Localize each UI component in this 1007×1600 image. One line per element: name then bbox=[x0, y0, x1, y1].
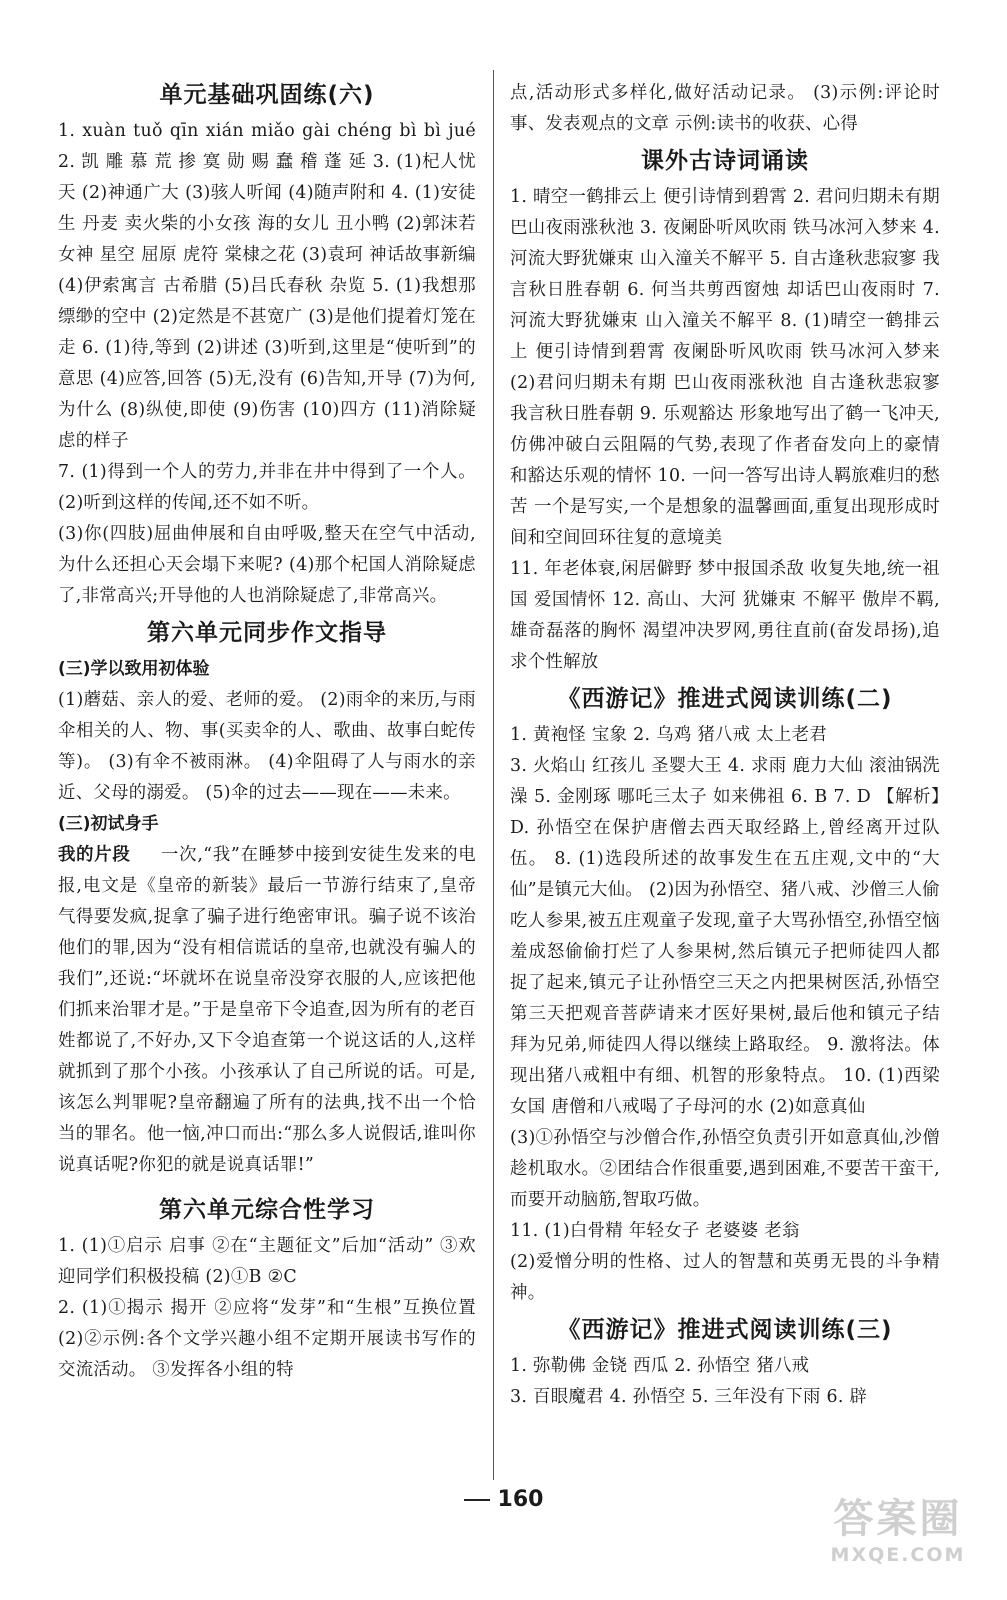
answer-paragraph: 11. (1)白骨精 年轻女子 老婆婆 老翁 bbox=[510, 1221, 800, 1241]
page-number-text: 160 bbox=[497, 1487, 544, 1512]
answer-paragraph: 2. (1)①揭示 揭开 ②应将“发芽”和“生根”互换位置 (2)②示例:各个文学兴趣小组不定期开展读书写作的交流活动。 ③发挥各小组的特 bbox=[58, 1298, 476, 1380]
page-number-dash bbox=[464, 1499, 490, 1501]
watermark bbox=[813, 1494, 983, 1582]
left-column bbox=[58, 74, 476, 1386]
answer-paragraph: 7. (1)得到一个人的劳力,并非在井中得到了一个人。 (2)听到这样的传闻,还不如不听。 bbox=[58, 462, 476, 513]
answer-paragraph: (3)①孙悟空与沙僧合作,孙悟空负责引开如意真仙,沙僧趁机取水。②团结合作很重要,遇到困难,不要苦干蛮干,而要开动脑筋,智取巧做。 bbox=[510, 1128, 940, 1210]
watermark-url: MXQE.COM bbox=[830, 1544, 966, 1566]
section-title-unit-basics: 单元基础巩固练(六) bbox=[159, 82, 375, 108]
answer-paragraph: 1. 晴空一鹤排云上 便引诗情到碧霄 2. 君问归期未有期 巴山夜雨涨秋池 3. 夜阑卧听风吹雨 铁马冰河入梦来 4. 河流大野犹嫌束 山入潼关不解平 5. 自古逢秋悲寂寥 我言秋日胜春朝 6. 何当共剪西窗烛 却话巴山夜雨时 7. 河流大野犹嫌束 山入潼关不解平 8. (1)晴空一鹤排云上 便引诗情到碧霄 夜阑卧听风吹雨 铁马冰河入梦来 (2)君问归期未有期 巴山夜雨涨秋池 自古逢秋悲寂寥 我言秋日胜春朝 9. 乐观豁达 形象地写出了鹤一飞冲天,仿佛冲破白云阻隔的气势,表现了作者奋发向上的豪情和豁达乐观的情怀 10. 一问一答写出诗人羁旅难归的愁苦 一个是写实,一个是想象的温馨画面,重复出现形成时间和空间回环往复的意境美 bbox=[510, 187, 940, 548]
fragment-label: 我的片段 bbox=[58, 845, 131, 865]
answer-paragraph: (1)蘑菇、亲人的爱、老师的爱。 (2)雨伞的来历,与雨伞相关的人、物、事(买卖伞的人、歌曲、故事白蛇传等)。 (3)有伞不被雨淋。 (4)伞阻碍了人与雨水的亲近、父母的溺爱。 (5)伞的过去——现在——未来。 bbox=[58, 690, 476, 803]
fragment-text: 一次,“我”在睡梦中接到安徒生发来的电报,电文是《皇帝的新装》最后一节游行结束了,皇帝气得要发疯,捉拿了骗子进行绝密审讯。骗子说不该治他们的罪,因为“没有相信谎话的皇帝,也就没有骗人的我们”,还说:“坏就坏在说皇帝没穿衣服的人,应该把他们抓来治罪才是。”于是皇帝下令追查,因为所有的老百姓都说了,不好办,又下令追查第一个说这话的人,这样就抓到了那个小孩。小孩承认了自己所说的话。可是,该怎么判罪呢?皇帝翻遍了所有的法典,找不出一个恰当的罪名。他一恼,冲口而出:“那么多人说假话,谁叫你说真话呢?你犯的就是说真话罪!” bbox=[58, 845, 476, 1175]
answer-paragraph: (3)你(四肢)屈曲伸展和自由呼吸,整天在空气中活动,为什么还担心天会塌下来呢? (4)那个杞国人消除疑虑了,非常高兴;开导他的人也消除疑虑了,非常高兴。 bbox=[58, 524, 476, 606]
answer-paragraph: 3. 火焰山 红孩儿 圣婴大王 4. 求雨 鹿力大仙 滚油锅洗澡 5. 金刚琢 哪吒三太子 如来佛祖 6. B 7. D 【解析】D. 孙悟空在保护唐僧去西天取经路上,曾经离开过队伍。 8. (1)选段所述的故事发生在五庄观,文中的“大仙”是镇元大仙。 (2)因为孙悟空、猪八戒、沙僧三人偷吃人参果,被五庄观童子发现,童子大骂孙悟空,孙悟空恼羞成怒偷偷打烂了人参果树,然后镇元子把师徒四人都捉了起来,镇元子让孙悟空三天之内把果树医活,孙悟空第三天把观音菩萨请来才医好果树,最后他和镇元子结拜为兄弟,师徒四人得以继续上路取经。 9. 激将法。体现出猪八戒粗中有细、机智的形象特点。 10. (1)西梁女国 唐僧和八戒喝了子母河的水 (2)如意真仙 bbox=[510, 756, 940, 1117]
subsection-title: (三)学以致用初体验 bbox=[58, 659, 210, 679]
subsection-title: (三)初试身手 bbox=[58, 814, 159, 834]
answer-paragraph: 1. (1)①启示 启事 ②在“主题征文”后加“活动” ③欢迎同学们积极投稿 (2)①B ②C bbox=[58, 1236, 476, 1287]
answer-paragraph: 1. 弥勒佛 金铙 西瓜 2. 孙悟空 猪八戒 bbox=[510, 1356, 810, 1376]
answer-paragraph: 1. xuàn tuǒ qīn xián miǎo gài chéng bì bì jué 2. 凯 雕 慕 荒 掺 寞 勋 赐 蠢 稽 蓬 延 3. (1)杞人忧天 (2)神通广大 (3)骇人听闻 (4)随声附和 4. (1)安徒生 丹麦 卖火柴的小女孩 海的女儿 丑小鸭 (2)郭沫若 女神 星空 屈原 虎符 棠棣之花 (3)袁珂 神话故事新编 (4)伊索寓言 古希腊 (5)吕氏春秋 杂览 5. (1)我想那缥缈的空中 (2)定然是不甚宽广 (3)是他们提着灯笼在走 6. (1)待,等到 (2)讲述 (3)听到,这里是“使听到”的意思 (4)应答,回答 (5)无,没有 (6)告知,开导 (7)为何,为什么 (8)纵使,即使 (9)伤害 (10)四方 (11)消除疑虑的样子 bbox=[58, 121, 476, 451]
section-title-classical-poetry: 课外古诗词诵读 bbox=[641, 148, 809, 174]
column-divider bbox=[493, 70, 494, 1480]
right-column bbox=[510, 78, 940, 1413]
section-title-comprehensive-study: 第六单元综合性学习 bbox=[159, 1197, 375, 1223]
section-title-journey-west-2: 《西游记》推进式阅读训练(二) bbox=[557, 686, 893, 712]
answer-paragraph: 点,活动形式多样化,做好活动记录。 (3)示例:评论时事、发表观点的文章 示例:读书的收获、心得 bbox=[510, 83, 940, 134]
answer-paragraph bbox=[58, 840, 476, 1181]
answer-paragraph: (2)爱憎分明的性格、过人的智慧和英勇无畏的斗争精神。 bbox=[510, 1252, 940, 1303]
watermark-logo: 答案圈 bbox=[833, 1496, 963, 1542]
section-title-journey-west-3: 《西游记》推进式阅读训练(三) bbox=[557, 1317, 893, 1343]
answer-paragraph: 11. 年老体衰,闲居僻野 梦中报国杀敌 收复失地,统一祖国 爱国情怀 12. 高山、大河 犹嫌束 不解平 傲岸不羁,雄奇磊落的胸怀 渴望冲决罗网,勇往直前(奋发昂扬),追求个性解放 bbox=[510, 559, 940, 672]
answer-paragraph: 1. 黄袍怪 宝象 2. 乌鸡 猪八戒 太上老君 bbox=[510, 725, 828, 745]
section-title-writing-guide: 第六单元同步作文指导 bbox=[147, 620, 387, 646]
answer-paragraph: 3. 百眼魔君 4. 孙悟空 5. 三年没有下雨 6. 辟 bbox=[510, 1387, 868, 1407]
